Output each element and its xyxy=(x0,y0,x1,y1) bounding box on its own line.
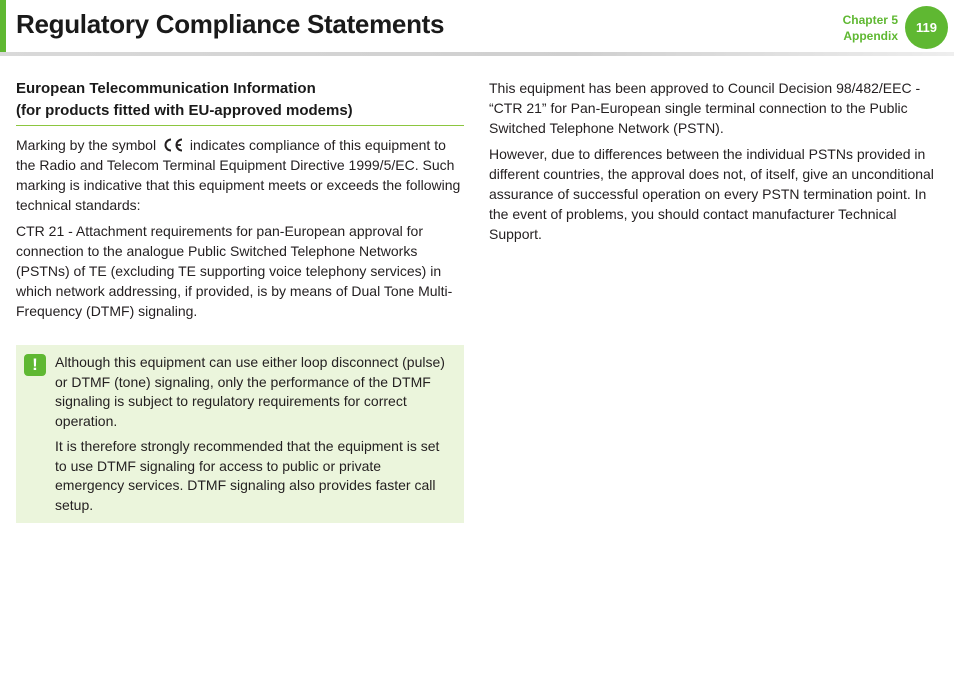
header-divider xyxy=(0,52,954,56)
section-heading xyxy=(16,78,464,126)
pstn-differences-paragraph: However, due to differences between the individual PSTNs provided in different countries, the approval does not, of itself, give an unconditional assurance of successful operation on every PSTN termination point. In the event of problems, you should contact manufacturer Technical Support. xyxy=(489,146,934,242)
header-accent-bar xyxy=(0,0,6,52)
page-number-badge: 119 xyxy=(905,6,948,49)
left-column xyxy=(16,78,464,523)
ce-text-before: Marking by the symbol xyxy=(16,137,157,153)
note-paragraph-2: It is therefore strongly recommended that the equipment is set to use DTMF signaling for access to public or private emergency services. DTMF signaling also provides faster call setup. xyxy=(55,438,440,513)
note-paragraph-1: Although this equipment can use either loop disconnect (pulse) or DTMF (tone) signaling, only the performance of the DTMF signaling is subject to regulatory requirements for correct operation. xyxy=(55,354,445,429)
ce-text-after: indicates compliance of this equipment to the Radio and Telecom Terminal Equipment Directive 1999/5/EC. Such marking is indicative that this equipment meets or exceeds the following technical standards: xyxy=(16,137,461,213)
ctr21-paragraph: CTR 21 - Attachment requirements for pan-European approval for connection to the analogue Public Switched Telephone Networks (PSTNs) of TE (excluding TE supporting voice telephony services) in which network addressing, if provided, is by means of Dual Tone Multi-Frequency (DTMF) signaling. xyxy=(16,223,453,319)
section-heading-line1: European Telecommunication Information xyxy=(16,80,316,97)
note-box xyxy=(16,345,464,523)
ce-marking-paragraph xyxy=(16,135,464,215)
section-heading-line2: (for products fitted with EU-approved modems) xyxy=(16,102,353,119)
approval-paragraph: This equipment has been approved to Council Decision 98/482/EEC - “CTR 21” for Pan-European single terminal connection to the Public Switched Telephone Network (PSTN). xyxy=(489,80,921,136)
right-column xyxy=(489,78,939,244)
exclamation-icon: ! xyxy=(24,354,46,376)
ce-mark-icon xyxy=(162,137,184,153)
chapter-number: Chapter 5 xyxy=(842,13,898,27)
chapter-label xyxy=(843,12,898,44)
chapter-section: Appendix xyxy=(843,29,898,43)
page-title: Regulatory Compliance Statements xyxy=(16,9,445,39)
